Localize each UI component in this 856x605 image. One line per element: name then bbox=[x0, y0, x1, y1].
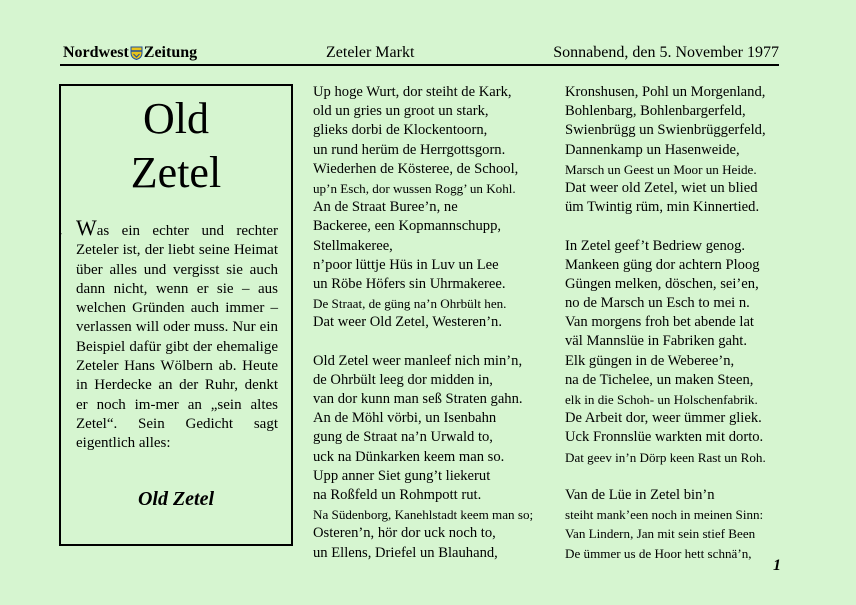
poem-column-1 bbox=[313, 83, 533, 563]
stanza-break bbox=[565, 467, 766, 486]
page-number: 1 bbox=[773, 557, 781, 574]
poem-line: Dat weer Old Zetel, Westeren’n. bbox=[313, 314, 503, 331]
poem-line: Backeree, een Kopmannschupp, bbox=[313, 218, 502, 235]
poem-line: Van morgens froh bet abende lat bbox=[565, 314, 754, 331]
newspaper-name-left: Nordwest bbox=[63, 44, 129, 61]
poem-line: glieks dorbi de Klockentoorn, bbox=[313, 122, 488, 139]
bullet-mark: - bbox=[59, 228, 62, 238]
newspaper-name-right: Zeitung bbox=[143, 44, 198, 61]
poem-line: Van de Lüe in Zetel bin’n bbox=[565, 486, 715, 503]
poem-line: De Straat, de güng na’n Ohrbült hen. bbox=[313, 296, 507, 312]
poem-line: Dannenkamp un Hasenweide, bbox=[565, 141, 740, 158]
poem-line: Stellmakeree, bbox=[313, 237, 393, 254]
poem-line: De ümmer us de Hoor hett schnä’n, bbox=[565, 545, 752, 561]
poem-signature: Old Zetel bbox=[137, 488, 215, 510]
poem-line: Uck Fronnslüe warkten mit dorto. bbox=[565, 429, 764, 446]
poem-line: Up hoge Wurt, dor steiht de Kark, bbox=[313, 84, 512, 100]
poem-line: Elk güngen in de Weberee’n, bbox=[565, 352, 735, 369]
poem-line: An de Möhl vörbi, un Isenbahn bbox=[313, 410, 497, 427]
poem-line: Osteren’n, hör dor uck noch to, bbox=[313, 525, 496, 542]
poem-line: üm Twintig rüm, min Kinnertied. bbox=[565, 199, 760, 216]
poem-line: na Roßfeld un Rohmpott rut. bbox=[313, 486, 482, 503]
newspaper-name bbox=[63, 44, 197, 62]
coat-of-arms-icon bbox=[130, 46, 143, 60]
poem-line: gung de Straat na’n Urwald to, bbox=[313, 429, 493, 446]
drop-cap: W bbox=[76, 215, 97, 240]
poem-line: un Ellens, Driefel un Blauhand, bbox=[313, 544, 498, 561]
poem-line: Old Zetel weer manleef nich min’n, bbox=[313, 352, 523, 369]
poem-line: In Zetel geef’t Bedriew genog. bbox=[565, 237, 746, 254]
poem-line: no de Marsch un Esch to mei n. bbox=[565, 295, 750, 312]
poem-line: De Arbeit dor, weer ümmer gliek. bbox=[565, 410, 762, 427]
poem-line: un rund herüm de Herrgottsgorn. bbox=[313, 141, 506, 158]
poem-line: uck na Dünkarken keem man so. bbox=[313, 448, 505, 465]
poem-line: Na Südenborg, Kanehlstadt keem man so; bbox=[313, 507, 534, 523]
intro-box bbox=[59, 84, 293, 546]
poem-line: Mankeen güng dor achtern Ploog bbox=[565, 256, 760, 273]
poem-line: n’poor lüttje Hüs in Luv un Lee bbox=[313, 256, 499, 273]
poem-line: An de Straat Buree’n, ne bbox=[313, 199, 458, 216]
poem-line: Kronshusen, Pohl un Morgenland, bbox=[565, 84, 766, 100]
poem-line: Van Lindern, Jan mit sein stief Been bbox=[565, 526, 756, 542]
intro-text: as ein echter und rechter Zeteler ist, der liebt seine Heimat über alles und vergisst sie auch dann nicht, wenn er sie – aus welchen Gründen auch immer – verlassen will oder muss. Nur ein Beispiel dafür gibt der ehemalige Zeteler Hans Wölbern ab. Heute in Herdecke an der Ruhr, denkt er noch im-mer an „sein altes Zetel“. Sein Gedicht sagt eigentlich alles: bbox=[76, 223, 278, 452]
intro-title-line2: Zetel bbox=[130, 148, 222, 197]
poem-line: Dat geev in’n Dörp keen Rast un Roh. bbox=[565, 449, 766, 465]
intro-title-line1: Old bbox=[143, 94, 209, 143]
stanza-break bbox=[565, 217, 766, 236]
intro-paragraph bbox=[76, 215, 278, 454]
issue-date: Sonnabend, den 5. November 1977 bbox=[553, 44, 779, 61]
poem-line: Wiederhen de Kösteree, de School, bbox=[313, 160, 519, 177]
poem-line: na de Tichelee, un maken Steen, bbox=[565, 371, 754, 388]
poem-line: Bohlenbarg, Bohlenbargerfeld, bbox=[565, 103, 746, 120]
poem-line: un Röbe Höfers sin Uhrmakeree. bbox=[313, 275, 506, 292]
stanza-break bbox=[313, 332, 533, 351]
poem-line: steiht mank’een noch in meinen Sinn: bbox=[565, 507, 764, 523]
poem-line: old un gries un groot un stark, bbox=[313, 103, 489, 120]
masthead bbox=[60, 44, 779, 66]
poem-line: up’n Esch, dor wussen Rogg’ un Kohl. bbox=[313, 180, 516, 196]
poem-line: Marsch un Geest un Moor un Heide. bbox=[565, 161, 757, 177]
intro-title bbox=[61, 92, 291, 200]
poem-column-2 bbox=[565, 83, 766, 563]
poem-line: Güngen melken, döschen, sei’en, bbox=[565, 275, 759, 292]
poem-line: Dat weer old Zetel, wiet un blied bbox=[565, 179, 758, 196]
poem-line: väl Mannslüe in Fabriken gaht. bbox=[565, 333, 747, 350]
poem-line: Upp anner Siet gung’t liekerut bbox=[313, 467, 491, 484]
poem-line: elk in die Schoh- un Holschenfabrik. bbox=[565, 392, 758, 407]
poem-line: van dor kunn man seß Straten gahn. bbox=[313, 391, 523, 407]
poem-line: de Ohrbült leeg dor midden in, bbox=[313, 371, 493, 388]
section-title: Zeteler Markt bbox=[326, 44, 415, 61]
poem-line: Swienbrügg un Swienbrüggerfeld, bbox=[565, 122, 766, 139]
